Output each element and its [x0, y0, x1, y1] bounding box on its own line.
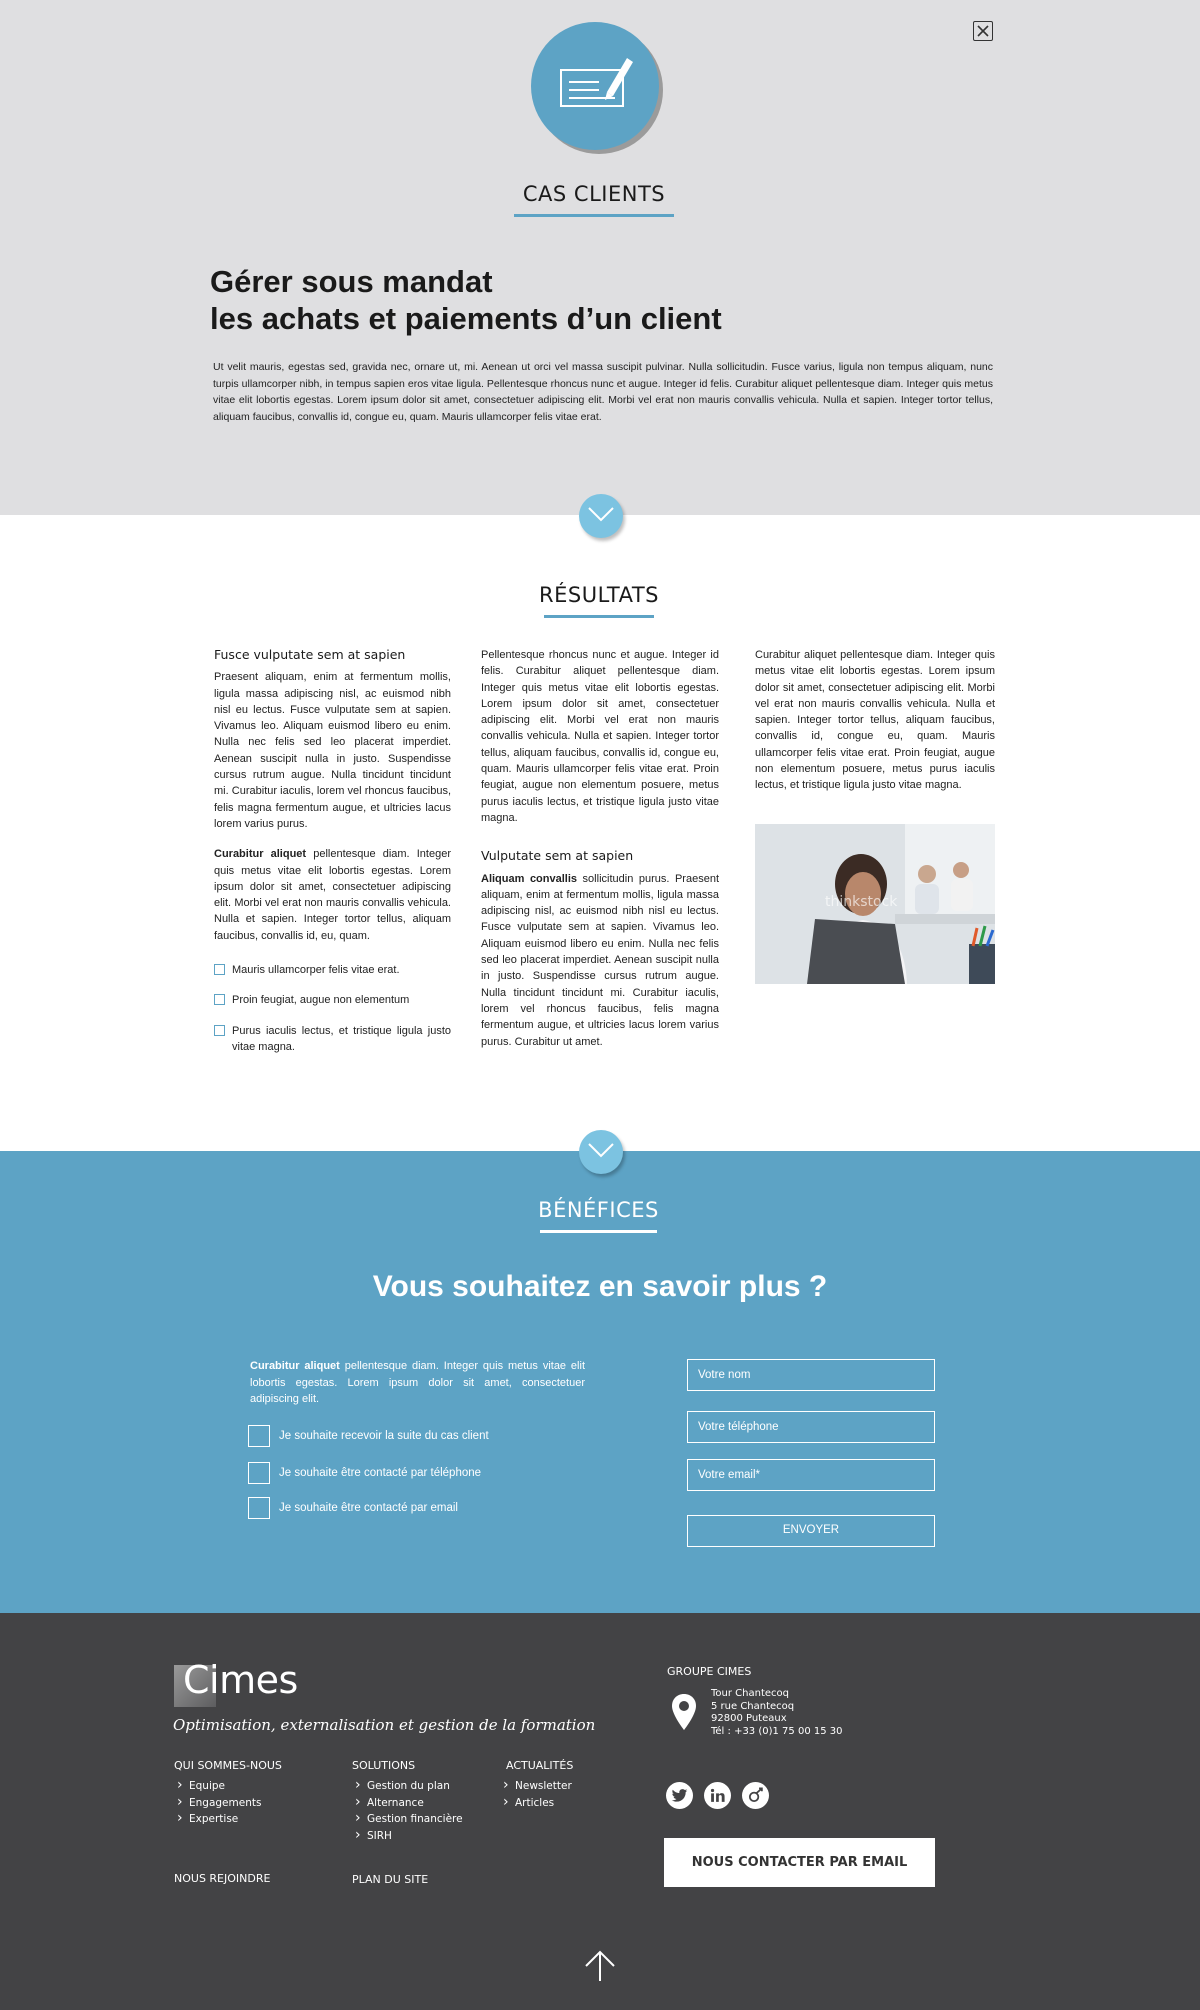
paragraph-text: pellentesque diam. Integer quis metus vitae elit lobortis egestas. Lorem ipsum dolor sit amet, consectetuer adipiscing elit. Morbi vel erat non mauris convallis vehicula. Nulla et sapien. Integer tortor tellus, aliquam faucibus, convallis id, eu, quam.: [214, 848, 451, 942]
footer-link[interactable]: › Gestion du plan: [355, 1778, 463, 1795]
contract-signature-icon: [531, 22, 659, 150]
linkedin-icon[interactable]: [704, 1782, 731, 1809]
intro-paragraph: Ut velit mauris, egestas sed, gravida nec, ornare ut, mi. Aenean ut orci vel massa suscipit pulvinar. Nulla sollicitudin. Fusce varius, ligula non tempus aliquam, nunc turpis ullamcorper nibh, in tempus sapien eros vitae ligula. Pellentesque rhoncus nunc et augue. Integer id felis. Curabitur aliquet pellentesque diam. Integer quis metus vitae elit lobortis egestas. Lorem ipsum dolor sit amet, consectetuer adipiscing elit. Morbi vel erat non mauris convallis vehicula. Nulla et sapien. Integer tortor tellus, aliquam faucibus, convallis id, congue eu, quam. Mauris ullamcorper felis vitae erat.: [213, 361, 993, 423]
option-receive-case[interactable]: [248, 1425, 489, 1447]
column-paragraph: Curabitur aliquet pellentesque diam. Integer quis metus vitae elit lobortis egestas. Lorem ipsum dolor sit amet, consectetuer adipiscing elit. Morbi vel erat non mauris convallis vehicula. Nulla et sapien. Integer tortor tellus, aliquam faucibus, convallis id, congue eu, quam. Mauris ullamcorper felis vitae erat. Proin feugiat, augue non elementum posuere, metus purus iaculis lectus, et tristique ligula justo vitae magna.: [755, 649, 995, 792]
checkbox-icon: [214, 1025, 225, 1036]
contact-email-button[interactable]: NOUS CONTACTER PAR EMAIL: [664, 1838, 935, 1887]
option-label: Je souhaite être contacté par email: [279, 1502, 458, 1514]
checkbox[interactable]: [248, 1462, 270, 1484]
paragraph-text: pellentesque diam. Integer quis metus vitae elit lobortis egestas. Lorem ipsum dolor sit amet, consectetuer adipiscing elit.: [250, 1360, 585, 1405]
column-paragraph: [481, 871, 719, 1050]
chevron-down-icon[interactable]: [579, 494, 623, 538]
checklist-text: Purus iaculis lectus, et tristique ligula justo vitae magna.: [232, 1024, 451, 1053]
page-title: [210, 263, 722, 337]
send-button[interactable]: ENVOYER: [687, 1515, 935, 1547]
checklist: [214, 962, 451, 1055]
footer-link-sitemap[interactable]: PLAN DU SITE: [352, 1873, 429, 1886]
column-paragraph: Pellentesque rhoncus nunc et augue. Integer id felis. Curabitur aliquet pellentesque diam. Integer quis metus vitae elit lobortis egestas. Lorem ipsum dolor sit amet, consectetuer adipiscing elit. Morbi vel erat non mauris convallis vehicula. Nulla et sapien. Integer tortor tellus, aliquam faucibus, convallis id, congue eu, quam. Mauris ullamcorper felis vitae erat. Proin feugiat, augue non elementum posuere, metus purus iaculis lectus, et tristique ligula justo vitae magna.: [481, 649, 719, 824]
bold-lead: Curabitur aliquet: [250, 1360, 340, 1372]
chevron-down-icon[interactable]: [579, 1130, 623, 1174]
checkbox[interactable]: [248, 1497, 270, 1519]
address-line: Tour Chantecoq: [711, 1688, 789, 1699]
benefits-headline: Vous souhaitez en savoir plus ?: [372, 1270, 828, 1303]
title-underline: [514, 214, 674, 217]
name-field[interactable]: [687, 1359, 935, 1391]
address-line: 92800 Puteaux: [711, 1713, 787, 1724]
checklist-item: [214, 1023, 451, 1056]
bold-lead: Aliquam convallis: [481, 872, 578, 885]
results-column-1: [214, 647, 451, 1069]
woman-at-laptop-photo: [755, 824, 995, 984]
title-underline: [540, 1230, 657, 1233]
bold-lead: Curabitur aliquet: [214, 848, 307, 861]
footer-heading-about[interactable]: QUI SOMMES-NOUS: [174, 1759, 282, 1772]
footer-heading-solutions[interactable]: SOLUTIONS: [352, 1759, 416, 1772]
close-icon[interactable]: [973, 21, 993, 41]
option-label: Je souhaite être contacté par téléphone: [279, 1467, 482, 1479]
photo-watermark: thinkstock: [825, 894, 898, 910]
footer-heading-news[interactable]: ACTUALITÉS: [506, 1759, 574, 1772]
column-heading: Fusce vulputate sem at sapien: [214, 647, 406, 662]
section-title-text: BÉNÉFICES: [538, 1198, 659, 1222]
option-label: Je souhaite recevoir la suite du cas client: [279, 1430, 489, 1442]
checklist-item: [214, 962, 451, 978]
email-field[interactable]: [687, 1459, 935, 1491]
footer-group-title: GROUPE CIMES: [667, 1665, 752, 1678]
footer-link[interactable]: › Equipe: [177, 1778, 261, 1795]
results-column-2: [481, 647, 719, 1064]
results-column-3: [755, 647, 995, 808]
footer-list-about: [177, 1778, 261, 1828]
page-title-line-1: Gérer sous mandat: [210, 264, 493, 299]
address-phone: Tél : +33 (0)1 75 00 15 30: [711, 1725, 843, 1737]
phone-field[interactable]: [687, 1411, 935, 1443]
footer-list-solutions: [355, 1778, 463, 1844]
arrow-up-icon[interactable]: [584, 1950, 616, 1987]
section-title-resultats: [520, 583, 678, 618]
footer-link[interactable]: › Gestion financière: [355, 1811, 463, 1828]
viadeo-icon[interactable]: [742, 1782, 769, 1809]
paragraph-text: sollicitudin purus. Praesent aliquam, enim at fermentum mollis, ligula massa adipiscing nisl, ac euismod nibh nisl eu lectus. Fusce vulputate sem at sapien. Vivamus leo. Aliquam euismod libero eu enim. Nulla nec felis sed leo placerat imperdiet. Aenean suscipit nulla in justo. Suspendisse cursus rutrum augue. Nulla tincidunt tincidunt mi. Curabitur iaculis, lorem vel rhoncus faucibus, felis magna fermentum augue, et ultricies lacus lorem varius purus. Curabitur ut amet.: [481, 872, 719, 1048]
location-pin-icon: [671, 1693, 697, 1736]
tagline: Optimisation, externalisation et gestion de la formation: [173, 1716, 596, 1734]
footer-address: [711, 1688, 843, 1738]
page-title-line-2: les achats et paiements d’un client: [210, 301, 722, 336]
option-contact-phone[interactable]: [248, 1462, 481, 1484]
benefits-paragraph: [250, 1358, 585, 1408]
checklist-item: [214, 992, 451, 1008]
footer-list-news: [503, 1778, 572, 1811]
section-title-text: RÉSULTATS: [539, 583, 659, 607]
section-title-benefices: [525, 1198, 672, 1233]
footer-link[interactable]: › Newsletter: [503, 1778, 572, 1795]
title-underline: [544, 615, 654, 618]
section-title-cas-clients: [500, 182, 688, 217]
option-contact-email[interactable]: [248, 1497, 458, 1519]
checkbox-icon: [214, 964, 225, 975]
footer-link[interactable]: › Expertise: [177, 1811, 261, 1828]
column-paragraph: [214, 846, 451, 944]
address-line: 5 rue Chantecoq: [711, 1700, 795, 1712]
column-paragraph: Praesent aliquam, enim at fermentum mollis, ligula massa adipiscing nisl, ac euismod nibh nisl eu lectus. Fusce vulputate sem at sapien. Vivamus leo. Aliquam euismod libero eu enim. Nulla nec felis sed leo placerat imperdiet. Aenean suscipit nulla in justo. Suspendisse cursus rutrum augue. Nulla tincidunt tincidunt mi. Curabitur iaculis, lorem vel rhoncus faucibus, felis magna fermentum augue, et ultricies lacus lorem varius purus.: [214, 671, 451, 830]
twitter-icon[interactable]: [666, 1782, 693, 1809]
footer-link[interactable]: › Articles: [503, 1795, 572, 1812]
column-heading: Vulputate sem at sapien: [481, 848, 634, 864]
checkbox[interactable]: [248, 1425, 270, 1447]
logo[interactable]: Cimes: [183, 1658, 298, 1702]
checkbox-icon: [214, 994, 225, 1005]
checklist-text: Proin feugiat, augue non elementum: [232, 994, 410, 1007]
section-title-text: CAS CLIENTS: [522, 182, 666, 206]
footer-link[interactable]: › Engagements: [177, 1795, 261, 1812]
checklist-text: Mauris ullamcorper felis vitae erat.: [232, 964, 400, 977]
footer-link[interactable]: › SIRH: [355, 1828, 463, 1845]
footer-link-join[interactable]: NOUS REJOINDRE: [174, 1872, 271, 1885]
footer-link[interactable]: › Alternance: [355, 1795, 463, 1812]
